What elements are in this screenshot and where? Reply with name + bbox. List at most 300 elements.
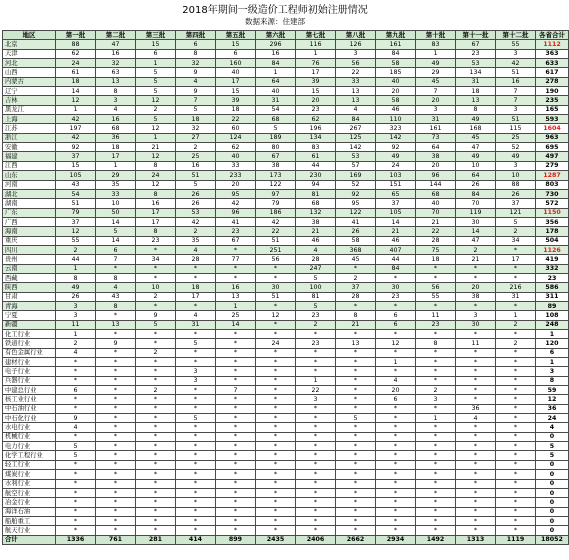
batch-value-cell: * bbox=[496, 423, 536, 432]
table-row bbox=[3, 227, 569, 236]
batch-value-cell: * bbox=[416, 432, 456, 441]
batch-value-cell: 8 bbox=[96, 87, 136, 96]
batch-value-cell: * bbox=[256, 488, 296, 497]
batch-value-cell: 12 bbox=[136, 180, 176, 189]
region-cell: 水利行业 bbox=[3, 479, 56, 488]
batch-value-cell: * bbox=[376, 479, 416, 488]
region-cell: 电力行业 bbox=[3, 442, 56, 451]
region-cell: 上海 bbox=[3, 115, 56, 124]
batch-value-cell: 76 bbox=[296, 59, 336, 68]
batch-value-cell: 55 bbox=[496, 40, 536, 49]
table-row bbox=[3, 264, 569, 273]
province-total-cell: 12 bbox=[536, 395, 569, 404]
batch-value-cell: 55 bbox=[56, 236, 96, 245]
batch-value-cell: * bbox=[216, 432, 256, 441]
province-total-cell: 0 bbox=[536, 516, 569, 525]
batch-value-cell: * bbox=[96, 348, 136, 357]
batch-value-cell: 54 bbox=[56, 189, 96, 198]
batch-value-cell: 23 bbox=[216, 227, 256, 236]
batch-value-cell: 41 bbox=[216, 217, 256, 226]
province-total-cell: 0 bbox=[536, 479, 569, 488]
province-total-cell: 8 bbox=[536, 376, 569, 385]
batch-value-cell: * bbox=[256, 386, 296, 395]
batch-value-cell: * bbox=[456, 273, 496, 282]
batch-value-cell: * bbox=[216, 507, 256, 516]
table-row bbox=[3, 133, 569, 142]
region-cell: 福建 bbox=[3, 152, 56, 161]
batch-value-cell: * bbox=[256, 301, 296, 310]
batch-value-cell: * bbox=[96, 451, 136, 460]
batch-value-cell: 22 bbox=[336, 68, 376, 77]
batch-value-cell: * bbox=[176, 488, 216, 497]
batch-value-cell: 23 bbox=[296, 311, 336, 320]
batch-value-cell: 79 bbox=[256, 199, 296, 208]
batch-value-cell: 67 bbox=[216, 236, 256, 245]
batch-value-cell: * bbox=[176, 432, 216, 441]
batch-value-cell: 121 bbox=[496, 208, 536, 217]
batch-value-cell: 6 bbox=[376, 320, 416, 329]
batch-value-cell: * bbox=[256, 460, 296, 469]
batch-value-cell: 64 bbox=[256, 77, 296, 86]
batch-value-cell: * bbox=[456, 348, 496, 357]
province-total-cell: 165 bbox=[536, 105, 569, 114]
batch-value-cell: * bbox=[96, 414, 136, 423]
batch-value-cell: 61 bbox=[56, 68, 96, 77]
batch-value-cell: * bbox=[336, 442, 376, 451]
batch-value-cell: * bbox=[216, 273, 256, 282]
column-header: 第一批 bbox=[56, 31, 96, 40]
batch-value-cell: 14 bbox=[96, 217, 136, 226]
batch-value-cell: * bbox=[496, 386, 536, 395]
batch-value-cell: 18 bbox=[96, 143, 136, 152]
province-total-cell: 311 bbox=[536, 292, 569, 301]
region-cell: 江西 bbox=[3, 161, 56, 170]
batch-value-cell: * bbox=[296, 479, 336, 488]
batch-value-cell: 2 bbox=[136, 386, 176, 395]
batch-value-cell: 35 bbox=[176, 236, 216, 245]
batch-value-cell: 8 bbox=[136, 227, 176, 236]
batch-value-cell: 5 bbox=[296, 301, 336, 310]
batch-value-cell: * bbox=[176, 526, 216, 535]
batch-value-cell: 12 bbox=[136, 124, 176, 133]
batch-value-cell: 31 bbox=[456, 77, 496, 86]
batch-value-cell: 3 bbox=[296, 395, 336, 404]
province-total-cell: 419 bbox=[536, 255, 569, 264]
batch-value-cell: 105 bbox=[376, 208, 416, 217]
batch-value-cell: 8 bbox=[56, 273, 96, 282]
batch-value-cell: * bbox=[256, 470, 296, 479]
batch-value-cell: * bbox=[456, 386, 496, 395]
batch-value-cell: 73 bbox=[416, 133, 456, 142]
province-total-cell: 1150 bbox=[536, 208, 569, 217]
batch-value-cell: * bbox=[136, 526, 176, 535]
batch-value-cell: * bbox=[336, 432, 376, 441]
batch-value-cell: 2 bbox=[296, 320, 336, 329]
table-row bbox=[3, 283, 569, 292]
batch-value-cell: 126 bbox=[336, 40, 376, 49]
batch-value-cell: 169 bbox=[336, 171, 376, 180]
batch-value-cell: 39 bbox=[296, 77, 336, 86]
batch-value-cell: * bbox=[176, 516, 216, 525]
batch-value-cell: 20 bbox=[456, 283, 496, 292]
batch-value-cell: * bbox=[496, 273, 536, 282]
batch-value-cell: 31 bbox=[416, 115, 456, 124]
batch-value-cell: 42 bbox=[216, 199, 256, 208]
table-row bbox=[3, 358, 569, 367]
region-cell: 江苏 bbox=[3, 124, 56, 133]
batch-value-cell: * bbox=[176, 460, 216, 469]
batch-value-cell: * bbox=[216, 498, 256, 507]
batch-value-cell: 81 bbox=[296, 292, 336, 301]
batch-value-cell: * bbox=[296, 367, 336, 376]
batch-value-cell: 57 bbox=[336, 161, 376, 170]
batch-value-cell: 51 bbox=[496, 115, 536, 124]
table-row bbox=[3, 68, 569, 77]
batch-value-cell: 46 bbox=[296, 236, 336, 245]
batch-value-cell: * bbox=[456, 526, 496, 535]
batch-value-cell: * bbox=[416, 442, 456, 451]
batch-value-cell: 3 bbox=[176, 376, 216, 385]
batch-value-cell: * bbox=[496, 498, 536, 507]
batch-value-cell: 161 bbox=[376, 40, 416, 49]
region-cell: 安徽 bbox=[3, 143, 56, 152]
province-total-cell: 3 bbox=[536, 367, 569, 376]
batch-value-cell: 16 bbox=[496, 77, 536, 86]
batch-value-cell: * bbox=[456, 460, 496, 469]
batch-value-cell: * bbox=[456, 470, 496, 479]
batch-value-cell: 12 bbox=[256, 311, 296, 320]
province-total-cell: 0 bbox=[536, 488, 569, 497]
batch-value-cell: 32 bbox=[96, 59, 136, 68]
province-total-cell: 23 bbox=[536, 273, 569, 282]
batch-value-cell: 1119 bbox=[496, 535, 536, 544]
batch-value-cell: 1 bbox=[296, 49, 336, 58]
province-total-cell: 1604 bbox=[536, 124, 569, 133]
batch-value-cell: 17 bbox=[176, 292, 216, 301]
batch-value-cell: 13 bbox=[336, 339, 376, 348]
batch-value-cell: * bbox=[136, 376, 176, 385]
batch-value-cell: 17 bbox=[96, 152, 136, 161]
batch-value-cell: * bbox=[96, 526, 136, 535]
batch-value-cell: * bbox=[336, 358, 376, 367]
batch-value-cell: 56 bbox=[336, 59, 376, 68]
batch-value-cell: * bbox=[136, 423, 176, 432]
region-cell: 黑龙江 bbox=[3, 105, 56, 114]
table-row bbox=[3, 152, 569, 161]
batch-value-cell: * bbox=[496, 442, 536, 451]
batch-value-cell: 67 bbox=[256, 152, 296, 161]
batch-value-cell: 119 bbox=[456, 208, 496, 217]
batch-value-cell: 5 bbox=[176, 414, 216, 423]
region-cell: 湖南 bbox=[3, 199, 56, 208]
batch-value-cell: 8 bbox=[336, 311, 376, 320]
batch-value-cell: * bbox=[256, 330, 296, 339]
batch-value-cell: * bbox=[256, 451, 296, 460]
batch-value-cell: 1 bbox=[136, 59, 176, 68]
batch-value-cell: 1 bbox=[496, 311, 536, 320]
batch-value-cell: 1 bbox=[56, 264, 96, 273]
batch-value-cell: 18 bbox=[216, 105, 256, 114]
batch-value-cell: 16 bbox=[216, 283, 256, 292]
batch-value-cell: 68 bbox=[256, 115, 296, 124]
batch-value-cell: * bbox=[96, 330, 136, 339]
batch-value-cell: * bbox=[256, 404, 296, 413]
province-total-cell: 178 bbox=[536, 227, 569, 236]
batch-value-cell: 79 bbox=[56, 208, 96, 217]
batch-value-cell: * bbox=[296, 470, 336, 479]
batch-value-cell: 3 bbox=[416, 105, 456, 114]
batch-value-cell: * bbox=[456, 395, 496, 404]
province-total-cell: 0 bbox=[536, 460, 569, 469]
province-total-cell: 278 bbox=[536, 77, 569, 86]
batch-value-cell: * bbox=[496, 301, 536, 310]
batch-value-cell: * bbox=[456, 488, 496, 497]
region-cell: 浙江 bbox=[3, 133, 56, 142]
batch-value-cell: * bbox=[176, 348, 216, 357]
batch-value-cell: * bbox=[96, 442, 136, 451]
province-total-cell: 36 bbox=[536, 404, 569, 413]
region-cell: 船舶重工 bbox=[3, 516, 56, 525]
batch-value-cell: 5 bbox=[96, 227, 136, 236]
table-row bbox=[3, 236, 569, 245]
batch-value-cell: 54 bbox=[256, 105, 296, 114]
batch-value-cell: 52 bbox=[496, 143, 536, 152]
region-cell: 湖北 bbox=[3, 189, 56, 198]
province-total-cell: 1 bbox=[536, 330, 569, 339]
table-row bbox=[3, 526, 569, 535]
batch-value-cell: 230 bbox=[296, 171, 336, 180]
batch-value-cell: * bbox=[456, 479, 496, 488]
batch-value-cell: 84 bbox=[376, 49, 416, 58]
batch-value-cell: * bbox=[256, 395, 296, 404]
batch-value-cell: * bbox=[96, 404, 136, 413]
batch-value-cell: 40 bbox=[416, 199, 456, 208]
batch-value-cell: 21 bbox=[296, 227, 336, 236]
batch-value-cell: 185 bbox=[376, 68, 416, 77]
batch-value-cell: * bbox=[216, 442, 256, 451]
batch-value-cell: 20 bbox=[376, 386, 416, 395]
batch-value-cell: * bbox=[496, 432, 536, 441]
batch-value-cell: 51 bbox=[256, 236, 296, 245]
region-cell: 海南 bbox=[3, 227, 56, 236]
batch-value-cell: 6 bbox=[96, 245, 136, 254]
batch-value-cell: * bbox=[256, 320, 296, 329]
batch-value-cell: 2662 bbox=[336, 535, 376, 544]
batch-value-cell: * bbox=[336, 470, 376, 479]
batch-value-cell: * bbox=[376, 526, 416, 535]
batch-value-cell: 10 bbox=[136, 283, 176, 292]
batch-value-cell: 21 bbox=[336, 320, 376, 329]
province-total-cell: 24 bbox=[536, 414, 569, 423]
batch-value-cell: 94 bbox=[296, 180, 336, 189]
batch-value-cell: * bbox=[456, 451, 496, 460]
batch-value-cell: 50 bbox=[96, 208, 136, 217]
batch-value-cell: * bbox=[496, 526, 536, 535]
batch-value-cell: 20 bbox=[376, 87, 416, 96]
batch-value-cell: 2435 bbox=[256, 535, 296, 544]
batch-value-cell: 2 bbox=[416, 386, 456, 395]
batch-value-cell: * bbox=[336, 479, 376, 488]
batch-value-cell: 25 bbox=[496, 133, 536, 142]
batch-value-cell: * bbox=[416, 423, 456, 432]
province-total-cell: 803 bbox=[536, 180, 569, 189]
batch-value-cell: 161 bbox=[416, 124, 456, 133]
batch-value-cell: 10 bbox=[496, 171, 536, 180]
batch-value-cell: 247 bbox=[296, 264, 336, 273]
region-cell: 宁夏 bbox=[3, 311, 56, 320]
batch-value-cell: * bbox=[176, 301, 216, 310]
table-row bbox=[3, 330, 569, 339]
batch-value-cell: 22 bbox=[256, 227, 296, 236]
batch-value-cell: 70 bbox=[416, 208, 456, 217]
batch-value-cell: 26 bbox=[56, 292, 96, 301]
region-cell: 建材行业 bbox=[3, 358, 56, 367]
batch-value-cell: * bbox=[416, 348, 456, 357]
batch-value-cell: 1 bbox=[216, 301, 256, 310]
region-cell: 轻工行业 bbox=[3, 460, 56, 469]
table-row bbox=[3, 404, 569, 413]
batch-value-cell: 7 bbox=[216, 386, 256, 395]
batch-value-cell: * bbox=[96, 376, 136, 385]
batch-value-cell: * bbox=[96, 470, 136, 479]
batch-value-cell: * bbox=[296, 451, 336, 460]
batch-value-cell: 23 bbox=[456, 49, 496, 58]
batch-value-cell: * bbox=[416, 301, 456, 310]
batch-value-cell: 2934 bbox=[376, 535, 416, 544]
batch-value-cell: * bbox=[136, 470, 176, 479]
batch-value-cell: 21 bbox=[456, 255, 496, 264]
batch-value-cell: * bbox=[416, 273, 456, 282]
region-cell: 冶金行业 bbox=[3, 498, 56, 507]
batch-value-cell: 196 bbox=[296, 124, 336, 133]
table-row bbox=[3, 507, 569, 516]
batch-value-cell: 44 bbox=[56, 255, 96, 264]
batch-value-cell: * bbox=[56, 367, 96, 376]
table-row bbox=[3, 470, 569, 479]
table-row bbox=[3, 320, 569, 329]
batch-value-cell: * bbox=[336, 301, 376, 310]
batch-value-cell: * bbox=[336, 516, 376, 525]
batch-value-cell: 40 bbox=[216, 68, 256, 77]
province-total-cell: 248 bbox=[536, 320, 569, 329]
batch-value-cell: 47 bbox=[456, 236, 496, 245]
batch-value-cell: * bbox=[456, 423, 496, 432]
batch-value-cell: 97 bbox=[256, 189, 296, 198]
batch-value-cell: * bbox=[96, 507, 136, 516]
batch-value-cell: 58 bbox=[376, 59, 416, 68]
batch-value-cell: * bbox=[456, 432, 496, 441]
batch-value-cell: 88 bbox=[496, 180, 536, 189]
batch-value-cell: 6 bbox=[376, 395, 416, 404]
batch-value-cell: * bbox=[56, 358, 96, 367]
batch-value-cell: 1 bbox=[56, 105, 96, 114]
batch-value-cell: * bbox=[256, 376, 296, 385]
batch-value-cell: 2 bbox=[336, 273, 376, 282]
batch-value-cell: 29 bbox=[416, 68, 456, 77]
province-total-cell: 5 bbox=[536, 442, 569, 451]
batch-value-cell: 3 bbox=[336, 49, 376, 58]
batch-value-cell: 49 bbox=[496, 152, 536, 161]
region-cell: 海洋石油 bbox=[3, 507, 56, 516]
batch-value-cell: * bbox=[256, 432, 296, 441]
batch-value-cell: * bbox=[216, 339, 256, 348]
batch-value-cell: 7 bbox=[176, 96, 216, 105]
region-cell: 合计 bbox=[3, 535, 56, 544]
region-cell: 水电行业 bbox=[3, 423, 56, 432]
batch-value-cell: * bbox=[256, 442, 296, 451]
batch-value-cell: * bbox=[496, 348, 536, 357]
batch-value-cell: 14 bbox=[96, 236, 136, 245]
batch-value-cell: * bbox=[216, 414, 256, 423]
batch-value-cell: 38 bbox=[256, 161, 296, 170]
region-cell: 辽宁 bbox=[3, 87, 56, 96]
table-row bbox=[3, 442, 569, 451]
table-row bbox=[3, 217, 569, 226]
batch-value-cell: 30 bbox=[256, 283, 296, 292]
batch-value-cell: * bbox=[96, 423, 136, 432]
batch-value-cell: 5 bbox=[176, 105, 216, 114]
region-cell: 云南 bbox=[3, 264, 56, 273]
batch-value-cell: 6 bbox=[56, 386, 96, 395]
table-row bbox=[3, 171, 569, 180]
batch-value-cell: 8 bbox=[96, 301, 136, 310]
region-cell: 中石油行业 bbox=[3, 404, 56, 413]
batch-value-cell: * bbox=[176, 330, 216, 339]
batch-value-cell: 28 bbox=[336, 292, 376, 301]
batch-value-cell: 43 bbox=[56, 180, 96, 189]
batch-value-cell: 8 bbox=[456, 105, 496, 114]
batch-value-cell: * bbox=[496, 330, 536, 339]
batch-value-cell: 124 bbox=[216, 133, 256, 142]
batch-value-cell: 53 bbox=[456, 59, 496, 68]
batch-value-cell: * bbox=[336, 376, 376, 385]
table-row bbox=[3, 59, 569, 68]
region-cell: 内蒙古 bbox=[3, 77, 56, 86]
batch-value-cell: 110 bbox=[376, 115, 416, 124]
batch-value-cell: * bbox=[336, 460, 376, 469]
table-row bbox=[3, 40, 569, 49]
batch-value-cell: 22 bbox=[416, 227, 456, 236]
column-header: 第八批 bbox=[336, 31, 376, 40]
batch-value-cell: * bbox=[136, 330, 176, 339]
batch-value-cell: * bbox=[416, 498, 456, 507]
province-total-cell: 18052 bbox=[536, 535, 569, 544]
batch-value-cell: 5 bbox=[136, 87, 176, 96]
batch-value-cell: 5 bbox=[56, 451, 96, 460]
table-body bbox=[3, 40, 569, 545]
batch-value-cell: * bbox=[296, 358, 336, 367]
batch-value-cell: 51 bbox=[496, 68, 536, 77]
batch-value-cell: * bbox=[336, 395, 376, 404]
batch-value-cell: * bbox=[56, 470, 96, 479]
batch-value-cell: 197 bbox=[56, 124, 96, 133]
batch-value-cell: * bbox=[96, 488, 136, 497]
batch-value-cell: 42 bbox=[56, 115, 96, 124]
batch-value-cell: 11 bbox=[456, 339, 496, 348]
batch-value-cell: 28 bbox=[176, 255, 216, 264]
batch-value-cell: 1313 bbox=[456, 535, 496, 544]
batch-value-cell: 84 bbox=[336, 115, 376, 124]
batch-value-cell: 58 bbox=[376, 96, 416, 105]
batch-value-cell: * bbox=[256, 507, 296, 516]
batch-value-cell: 60 bbox=[216, 124, 256, 133]
batch-value-cell: 4 bbox=[456, 414, 496, 423]
batch-value-cell: 38 bbox=[416, 152, 456, 161]
batch-value-cell: 23 bbox=[296, 105, 336, 114]
batch-value-cell: 17 bbox=[296, 68, 336, 77]
batch-value-cell: * bbox=[336, 367, 376, 376]
batch-value-cell: 52 bbox=[336, 180, 376, 189]
